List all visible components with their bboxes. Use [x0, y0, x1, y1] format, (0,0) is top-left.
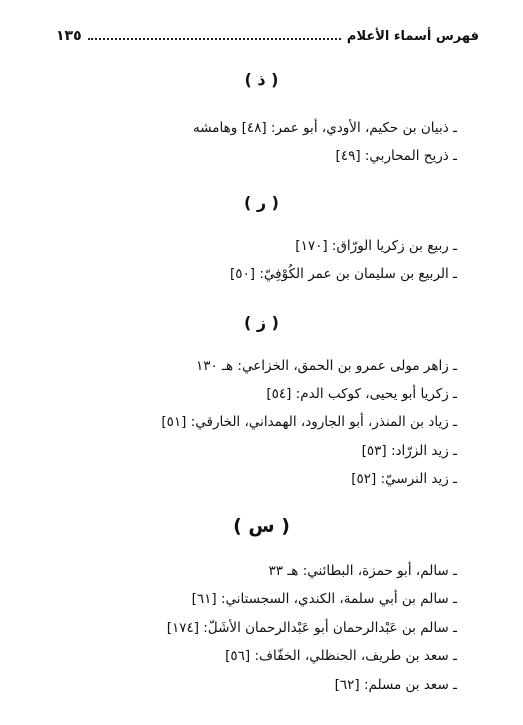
index-entry: ـ زاهر مولى عمرو بن الحمق، الخزاعي: هـ ١٣٠: [195, 358, 457, 374]
index-entry: ـ سعد بن مسلم: [٦٢]: [334, 677, 457, 693]
section-heading-sin: ( س ): [233, 515, 290, 537]
section-heading-dhal: ( ذ ): [244, 70, 279, 89]
index-entry: ـ سالم بن عَبْدالرحمان أبو عَبْدالرحمان الأشَلّ: [١٧٤]: [166, 620, 457, 636]
index-entry: ـ الربيع بن سليمان بن عمر الكُوْفِيّ: [٥٠]: [230, 266, 457, 282]
index-entry: ـ ربيع بن زكريا الورّاق: [١٧٠]: [295, 238, 457, 254]
index-entry: ـ زكريا أبو يحيى، كوكب الدم: [٥٤]: [266, 386, 457, 402]
index-entry: ـ زيد النرسيّ: [٥٢]: [351, 471, 457, 487]
page-number: ١٣٥: [56, 28, 82, 44]
page-header: [56, 28, 479, 44]
section-heading-zay: ( ز ): [244, 313, 279, 332]
section-heading-ra: ( ر ): [244, 193, 279, 212]
index-entry: ـ ذبيان بن حكيم، الأودي، أبو عمر: [٤٨] وهامشه: [193, 120, 457, 136]
index-entry: ـ سعد بن طريف، الحنظلي، الخفّاف: [٥٦]: [225, 648, 457, 664]
index-entry: ـ ذريح المحاربي: [٤٩]: [335, 148, 457, 164]
leader-dots: [88, 29, 341, 40]
index-entry: ـ زياد بن المنذر، أبو الجارود، الهمداني، الخارقي: [٥١]: [161, 414, 457, 430]
index-entry: ـ سالم بن أبي سلمة، الكندي، السجستاني: [٦١]: [191, 591, 457, 607]
running-title: فهرس أسماء الأعلام: [346, 29, 479, 44]
index-entry: ـ سالم، أبو حمزة، البطائني: هـ ٣٣: [268, 563, 457, 579]
index-entry: ـ زيد الزرّاد: [٥٣]: [361, 443, 457, 459]
